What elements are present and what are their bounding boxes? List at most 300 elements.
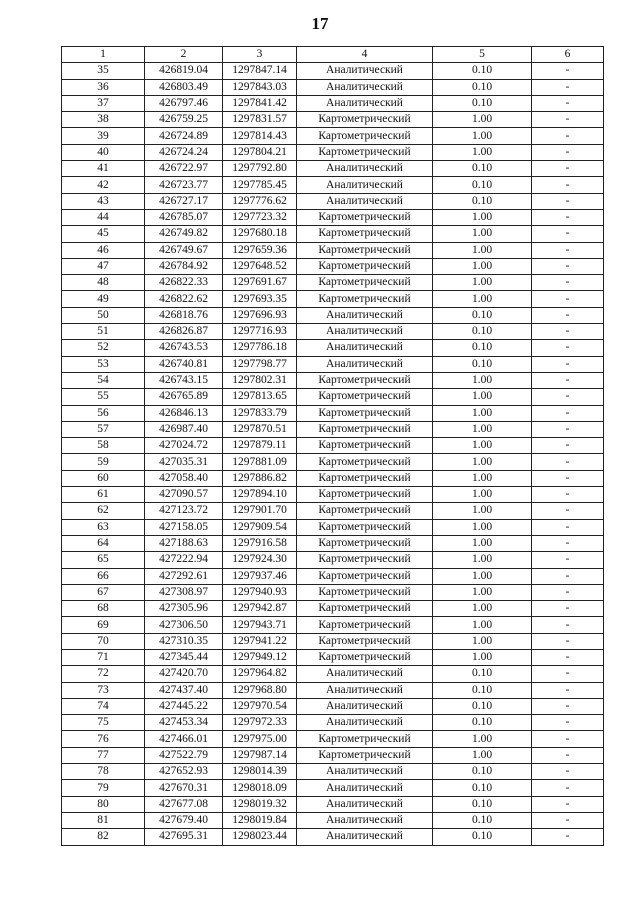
method-cell: Картометрический: [297, 487, 433, 503]
point-number-cell: 36: [62, 79, 145, 95]
y-coordinate-cell: 1297949.12: [223, 649, 297, 665]
table-row: [62, 503, 604, 519]
method-cell: Картометрический: [297, 258, 433, 274]
method-cell: Картометрический: [297, 209, 433, 225]
x-coordinate-cell: 427345.44: [145, 649, 223, 665]
method-cell: Аналитический: [297, 324, 433, 340]
point-number-cell: 66: [62, 568, 145, 584]
table-row: [62, 389, 604, 405]
method-cell: Картометрический: [297, 144, 433, 160]
accuracy-cell: 1.00: [433, 568, 532, 584]
accuracy-cell: 1.00: [433, 454, 532, 470]
x-coordinate-cell: 426784.92: [145, 258, 223, 274]
y-coordinate-cell: 1297937.46: [223, 568, 297, 584]
point-number-cell: 46: [62, 242, 145, 258]
y-coordinate-cell: 1297894.10: [223, 487, 297, 503]
accuracy-cell: 0.10: [433, 177, 532, 193]
point-number-cell: 39: [62, 128, 145, 144]
y-coordinate-cell: 1297785.45: [223, 177, 297, 193]
note-cell: -: [532, 519, 604, 535]
note-cell: -: [532, 715, 604, 731]
y-coordinate-cell: 1297975.00: [223, 731, 297, 747]
method-cell: Аналитический: [297, 340, 433, 356]
accuracy-cell: 1.00: [433, 405, 532, 421]
note-cell: -: [532, 258, 604, 274]
column-header-3: 3: [223, 47, 297, 63]
x-coordinate-cell: 427024.72: [145, 438, 223, 454]
table-row: [62, 258, 604, 274]
table-row: [62, 698, 604, 714]
point-number-cell: 53: [62, 356, 145, 372]
method-cell: Аналитический: [297, 715, 433, 731]
point-number-cell: 81: [62, 812, 145, 828]
table-row: [62, 405, 604, 421]
x-coordinate-cell: 426724.89: [145, 128, 223, 144]
point-number-cell: 78: [62, 764, 145, 780]
y-coordinate-cell: 1298018.09: [223, 780, 297, 796]
point-number-cell: 54: [62, 372, 145, 388]
table-row: [62, 780, 604, 796]
point-number-cell: 68: [62, 601, 145, 617]
y-coordinate-cell: 1297901.70: [223, 503, 297, 519]
column-header-5: 5: [433, 47, 532, 63]
method-cell: Картометрический: [297, 438, 433, 454]
note-cell: -: [532, 747, 604, 763]
x-coordinate-cell: 427305.96: [145, 601, 223, 617]
method-cell: Аналитический: [297, 63, 433, 79]
method-cell: Аналитический: [297, 307, 433, 323]
y-coordinate-cell: 1297680.18: [223, 226, 297, 242]
note-cell: -: [532, 617, 604, 633]
y-coordinate-cell: 1297693.35: [223, 291, 297, 307]
point-number-cell: 56: [62, 405, 145, 421]
y-coordinate-cell: 1297648.52: [223, 258, 297, 274]
table-row: [62, 144, 604, 160]
x-coordinate-cell: 427035.31: [145, 454, 223, 470]
note-cell: -: [532, 389, 604, 405]
method-cell: Картометрический: [297, 291, 433, 307]
y-coordinate-cell: 1297813.65: [223, 389, 297, 405]
note-cell: -: [532, 698, 604, 714]
table-row: [62, 209, 604, 225]
accuracy-cell: 1.00: [433, 601, 532, 617]
x-coordinate-cell: 427188.63: [145, 535, 223, 551]
point-number-cell: 35: [62, 63, 145, 79]
note-cell: -: [532, 584, 604, 600]
x-coordinate-cell: 426722.97: [145, 161, 223, 177]
accuracy-cell: 0.10: [433, 715, 532, 731]
point-number-cell: 72: [62, 666, 145, 682]
note-cell: -: [532, 340, 604, 356]
accuracy-cell: 0.10: [433, 698, 532, 714]
table-row: [62, 454, 604, 470]
y-coordinate-cell: 1297696.93: [223, 307, 297, 323]
point-number-cell: 38: [62, 112, 145, 128]
y-coordinate-cell: 1297723.32: [223, 209, 297, 225]
x-coordinate-cell: 426822.62: [145, 291, 223, 307]
y-coordinate-cell: 1297987.14: [223, 747, 297, 763]
accuracy-cell: 1.00: [433, 291, 532, 307]
method-cell: Картометрический: [297, 584, 433, 600]
x-coordinate-cell: 426740.81: [145, 356, 223, 372]
accuracy-cell: 0.10: [433, 796, 532, 812]
note-cell: -: [532, 405, 604, 421]
method-cell: Картометрический: [297, 454, 433, 470]
table-row: [62, 226, 604, 242]
table-row: [62, 291, 604, 307]
table-row: [62, 764, 604, 780]
note-cell: -: [532, 421, 604, 437]
x-coordinate-cell: 427466.01: [145, 731, 223, 747]
note-cell: -: [532, 128, 604, 144]
method-cell: Картометрический: [297, 601, 433, 617]
table-row: [62, 421, 604, 437]
note-cell: -: [532, 324, 604, 340]
point-number-cell: 58: [62, 438, 145, 454]
note-cell: -: [532, 552, 604, 568]
method-cell: Аналитический: [297, 764, 433, 780]
method-cell: Аналитический: [297, 79, 433, 95]
point-number-cell: 67: [62, 584, 145, 600]
table-row: [62, 128, 604, 144]
method-cell: Аналитический: [297, 177, 433, 193]
point-number-cell: 74: [62, 698, 145, 714]
accuracy-cell: 0.10: [433, 682, 532, 698]
point-number-cell: 76: [62, 731, 145, 747]
note-cell: -: [532, 209, 604, 225]
y-coordinate-cell: 1297940.93: [223, 584, 297, 600]
accuracy-cell: 1.00: [433, 144, 532, 160]
column-header-1: 1: [62, 47, 145, 63]
y-coordinate-cell: 1297691.67: [223, 275, 297, 291]
accuracy-cell: 1.00: [433, 258, 532, 274]
table-row: [62, 438, 604, 454]
y-coordinate-cell: 1298019.32: [223, 796, 297, 812]
accuracy-cell: 0.10: [433, 161, 532, 177]
note-cell: -: [532, 503, 604, 519]
table-row: [62, 79, 604, 95]
note-cell: -: [532, 780, 604, 796]
table-row: [62, 95, 604, 111]
x-coordinate-cell: 427695.31: [145, 829, 223, 845]
y-coordinate-cell: 1297968.80: [223, 682, 297, 698]
method-cell: Картометрический: [297, 552, 433, 568]
point-number-cell: 42: [62, 177, 145, 193]
note-cell: -: [532, 291, 604, 307]
x-coordinate-cell: 426743.53: [145, 340, 223, 356]
method-cell: Картометрический: [297, 535, 433, 551]
note-cell: -: [532, 356, 604, 372]
accuracy-cell: 1.00: [433, 584, 532, 600]
accuracy-cell: 0.10: [433, 63, 532, 79]
x-coordinate-cell: 427445.22: [145, 698, 223, 714]
point-number-cell: 82: [62, 829, 145, 845]
accuracy-cell: 0.10: [433, 307, 532, 323]
point-number-cell: 73: [62, 682, 145, 698]
method-cell: Аналитический: [297, 829, 433, 845]
method-cell: Картометрический: [297, 226, 433, 242]
accuracy-cell: 1.00: [433, 633, 532, 649]
x-coordinate-cell: 426803.49: [145, 79, 223, 95]
point-number-cell: 49: [62, 291, 145, 307]
table-row: [62, 307, 604, 323]
column-header-6: 6: [532, 47, 604, 63]
point-number-cell: 48: [62, 275, 145, 291]
table-row: [62, 487, 604, 503]
x-coordinate-cell: 426723.77: [145, 177, 223, 193]
note-cell: -: [532, 796, 604, 812]
method-cell: Картометрический: [297, 470, 433, 486]
point-number-cell: 64: [62, 535, 145, 551]
method-cell: Аналитический: [297, 796, 433, 812]
accuracy-cell: 1.00: [433, 275, 532, 291]
note-cell: -: [532, 682, 604, 698]
note-cell: -: [532, 372, 604, 388]
accuracy-cell: 1.00: [433, 242, 532, 258]
note-cell: -: [532, 535, 604, 551]
accuracy-cell: 0.10: [433, 340, 532, 356]
point-number-cell: 37: [62, 95, 145, 111]
point-number-cell: 80: [62, 796, 145, 812]
x-coordinate-cell: 426724.24: [145, 144, 223, 160]
note-cell: -: [532, 79, 604, 95]
accuracy-cell: 0.10: [433, 193, 532, 209]
y-coordinate-cell: 1297659.36: [223, 242, 297, 258]
method-cell: Аналитический: [297, 780, 433, 796]
point-number-cell: 69: [62, 617, 145, 633]
table-row: [62, 731, 604, 747]
point-number-cell: 59: [62, 454, 145, 470]
method-cell: Аналитический: [297, 698, 433, 714]
y-coordinate-cell: 1297831.57: [223, 112, 297, 128]
point-number-cell: 52: [62, 340, 145, 356]
method-cell: Картометрический: [297, 405, 433, 421]
y-coordinate-cell: 1297804.21: [223, 144, 297, 160]
x-coordinate-cell: 426759.25: [145, 112, 223, 128]
point-number-cell: 60: [62, 470, 145, 486]
y-coordinate-cell: 1297964.82: [223, 666, 297, 682]
x-coordinate-cell: 427058.40: [145, 470, 223, 486]
y-coordinate-cell: 1297841.42: [223, 95, 297, 111]
table-row: [62, 372, 604, 388]
table-row: [62, 747, 604, 763]
page-number: 17: [311, 14, 329, 33]
accuracy-cell: 1.00: [433, 649, 532, 665]
accuracy-cell: 1.00: [433, 617, 532, 633]
y-coordinate-cell: 1297798.77: [223, 356, 297, 372]
point-number-cell: 47: [62, 258, 145, 274]
table-row: [62, 601, 604, 617]
accuracy-cell: 1.00: [433, 731, 532, 747]
x-coordinate-cell: 426822.33: [145, 275, 223, 291]
point-number-cell: 65: [62, 552, 145, 568]
x-coordinate-cell: 427292.61: [145, 568, 223, 584]
method-cell: Картометрический: [297, 568, 433, 584]
table-row: [62, 829, 604, 845]
x-coordinate-cell: 427090.57: [145, 487, 223, 503]
point-number-cell: 61: [62, 487, 145, 503]
note-cell: -: [532, 601, 604, 617]
y-coordinate-cell: 1297916.58: [223, 535, 297, 551]
coordinates-table: [61, 46, 604, 846]
point-number-cell: 75: [62, 715, 145, 731]
x-coordinate-cell: 427123.72: [145, 503, 223, 519]
x-coordinate-cell: 426987.40: [145, 421, 223, 437]
note-cell: -: [532, 666, 604, 682]
accuracy-cell: 1.00: [433, 372, 532, 388]
table-row: [62, 796, 604, 812]
method-cell: Картометрический: [297, 747, 433, 763]
accuracy-cell: 1.00: [433, 421, 532, 437]
point-number-cell: 50: [62, 307, 145, 323]
method-cell: Аналитический: [297, 95, 433, 111]
accuracy-cell: 0.10: [433, 829, 532, 845]
x-coordinate-cell: 426743.15: [145, 372, 223, 388]
method-cell: Картометрический: [297, 617, 433, 633]
table-row: [62, 535, 604, 551]
accuracy-cell: 0.10: [433, 95, 532, 111]
accuracy-cell: 1.00: [433, 389, 532, 405]
accuracy-cell: 0.10: [433, 79, 532, 95]
table-row: [62, 470, 604, 486]
table-row: [62, 812, 604, 828]
table-header-row: [62, 47, 604, 63]
x-coordinate-cell: 427652.93: [145, 764, 223, 780]
table-row: [62, 552, 604, 568]
x-coordinate-cell: 427453.34: [145, 715, 223, 731]
table-row: [62, 356, 604, 372]
y-coordinate-cell: 1297802.31: [223, 372, 297, 388]
method-cell: Аналитический: [297, 356, 433, 372]
note-cell: -: [532, 633, 604, 649]
x-coordinate-cell: 427310.35: [145, 633, 223, 649]
table-row: [62, 715, 604, 731]
point-number-cell: 55: [62, 389, 145, 405]
table-row: [62, 568, 604, 584]
method-cell: Картометрический: [297, 649, 433, 665]
table-row: [62, 112, 604, 128]
note-cell: -: [532, 812, 604, 828]
y-coordinate-cell: 1297943.71: [223, 617, 297, 633]
column-header-4: 4: [297, 47, 433, 63]
point-number-cell: 77: [62, 747, 145, 763]
y-coordinate-cell: 1297972.33: [223, 715, 297, 731]
x-coordinate-cell: 426818.76: [145, 307, 223, 323]
point-number-cell: 45: [62, 226, 145, 242]
point-number-cell: 63: [62, 519, 145, 535]
x-coordinate-cell: 427158.05: [145, 519, 223, 535]
note-cell: -: [532, 731, 604, 747]
accuracy-cell: 0.10: [433, 780, 532, 796]
y-coordinate-cell: 1297786.18: [223, 340, 297, 356]
note-cell: -: [532, 226, 604, 242]
method-cell: Картометрический: [297, 519, 433, 535]
table-row: [62, 584, 604, 600]
point-number-cell: 44: [62, 209, 145, 225]
y-coordinate-cell: 1297942.87: [223, 601, 297, 617]
y-coordinate-cell: 1297847.14: [223, 63, 297, 79]
y-coordinate-cell: 1297924.30: [223, 552, 297, 568]
table-row: [62, 63, 604, 79]
y-coordinate-cell: 1297716.93: [223, 324, 297, 340]
table-row: [62, 193, 604, 209]
point-number-cell: 51: [62, 324, 145, 340]
point-number-cell: 71: [62, 649, 145, 665]
note-cell: -: [532, 112, 604, 128]
method-cell: Картометрический: [297, 242, 433, 258]
x-coordinate-cell: 426826.87: [145, 324, 223, 340]
point-number-cell: 79: [62, 780, 145, 796]
accuracy-cell: 0.10: [433, 324, 532, 340]
x-coordinate-cell: 427420.70: [145, 666, 223, 682]
x-coordinate-cell: 427677.08: [145, 796, 223, 812]
point-number-cell: 62: [62, 503, 145, 519]
note-cell: -: [532, 193, 604, 209]
method-cell: Картометрический: [297, 731, 433, 747]
method-cell: Картометрический: [297, 372, 433, 388]
note-cell: -: [532, 487, 604, 503]
x-coordinate-cell: 426727.17: [145, 193, 223, 209]
y-coordinate-cell: 1298023.44: [223, 829, 297, 845]
y-coordinate-cell: 1297941.22: [223, 633, 297, 649]
accuracy-cell: 0.10: [433, 764, 532, 780]
x-coordinate-cell: 426819.04: [145, 63, 223, 79]
table-row: [62, 682, 604, 698]
note-cell: -: [532, 161, 604, 177]
table-row: [62, 242, 604, 258]
method-cell: Аналитический: [297, 666, 433, 682]
table-row: [62, 324, 604, 340]
note-cell: -: [532, 95, 604, 111]
point-number-cell: 41: [62, 161, 145, 177]
method-cell: Картометрический: [297, 112, 433, 128]
table-row: [62, 519, 604, 535]
note-cell: -: [532, 275, 604, 291]
point-number-cell: 70: [62, 633, 145, 649]
y-coordinate-cell: 1297833.79: [223, 405, 297, 421]
method-cell: Аналитический: [297, 161, 433, 177]
point-number-cell: 40: [62, 144, 145, 160]
y-coordinate-cell: 1297776.62: [223, 193, 297, 209]
y-coordinate-cell: 1297814.43: [223, 128, 297, 144]
method-cell: Аналитический: [297, 682, 433, 698]
note-cell: -: [532, 470, 604, 486]
x-coordinate-cell: 427222.94: [145, 552, 223, 568]
note-cell: -: [532, 568, 604, 584]
table-body: [62, 63, 604, 845]
accuracy-cell: 0.10: [433, 812, 532, 828]
accuracy-cell: 1.00: [433, 487, 532, 503]
table-row: [62, 666, 604, 682]
method-cell: Картометрический: [297, 421, 433, 437]
accuracy-cell: 0.10: [433, 666, 532, 682]
table-row: [62, 177, 604, 193]
x-coordinate-cell: 427308.97: [145, 584, 223, 600]
note-cell: -: [532, 307, 604, 323]
accuracy-cell: 1.00: [433, 503, 532, 519]
x-coordinate-cell: 426765.89: [145, 389, 223, 405]
x-coordinate-cell: 426785.07: [145, 209, 223, 225]
x-coordinate-cell: 426749.82: [145, 226, 223, 242]
note-cell: -: [532, 242, 604, 258]
method-cell: Картометрический: [297, 633, 433, 649]
note-cell: -: [532, 177, 604, 193]
y-coordinate-cell: 1297843.03: [223, 79, 297, 95]
x-coordinate-cell: 427522.79: [145, 747, 223, 763]
method-cell: Аналитический: [297, 812, 433, 828]
note-cell: -: [532, 144, 604, 160]
y-coordinate-cell: 1297909.54: [223, 519, 297, 535]
